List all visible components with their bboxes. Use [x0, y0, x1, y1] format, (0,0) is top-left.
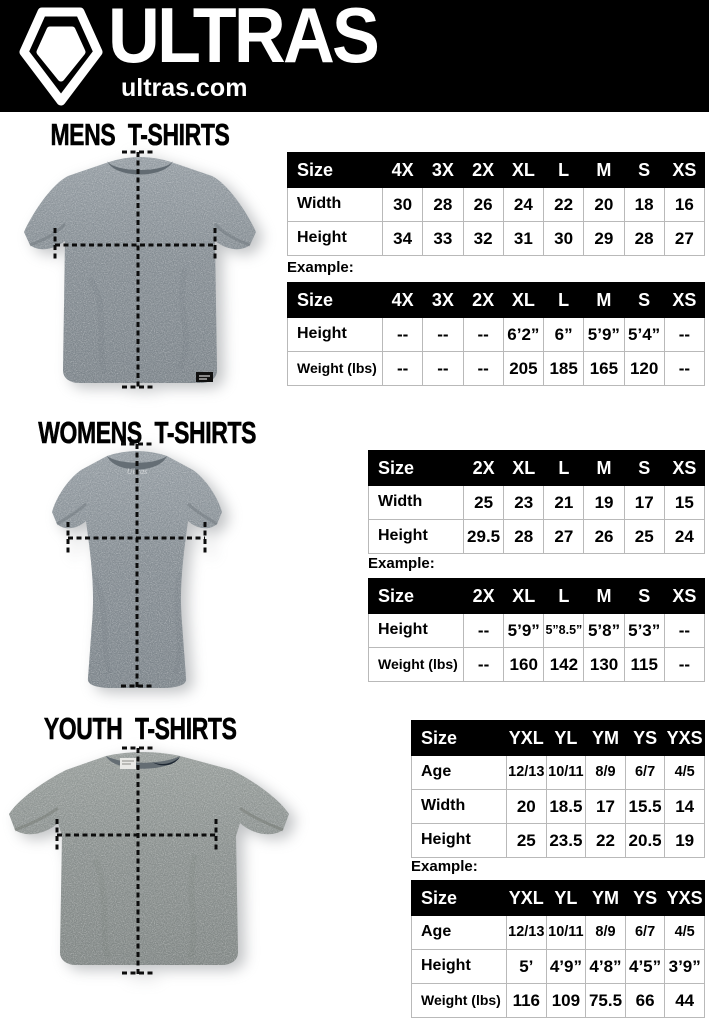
table-row — [412, 950, 705, 984]
size-column-header: XL — [504, 579, 544, 614]
cell-value: 28 — [624, 222, 664, 256]
table-row — [412, 824, 705, 858]
cell-value: 5’ — [507, 950, 547, 984]
cell-value: 17 — [586, 790, 626, 824]
youth-size — [411, 720, 705, 858]
size-column-header: YL — [546, 721, 586, 756]
cell-value: 33 — [423, 222, 463, 256]
ultras-pentagon-logo-icon — [14, 4, 108, 106]
cell-value: 4’9” — [546, 950, 586, 984]
row-label: Height — [369, 520, 464, 554]
cell-value: 205 — [503, 352, 543, 386]
cell-value: 31 — [503, 222, 543, 256]
youth-example-table — [411, 880, 705, 1018]
cell-value: 6/7 — [625, 756, 665, 790]
size-column-header: YL — [546, 881, 586, 916]
size-column-header: YXL — [507, 721, 547, 756]
cell-value: 142 — [544, 648, 584, 682]
cell-value: 5’9” — [504, 614, 544, 648]
cell-value: -- — [423, 352, 463, 386]
mens-example-table — [287, 282, 705, 386]
header-bar — [0, 0, 709, 112]
size-column-header: 2X — [463, 153, 503, 188]
youth-example-label: Example: — [411, 858, 478, 875]
youth-size-table — [411, 720, 705, 858]
womens-example — [368, 578, 705, 682]
row-label: Width — [288, 188, 383, 222]
cell-value: 20.5 — [625, 824, 665, 858]
cell-value: 10/11 — [546, 756, 586, 790]
mens-example — [287, 282, 705, 386]
size-column-header: XS — [664, 579, 704, 614]
cell-value: -- — [664, 648, 704, 682]
mens-size-table — [287, 152, 705, 256]
cell-value: 16 — [664, 188, 704, 222]
cell-value: 115 — [624, 648, 664, 682]
cell-value: 5’3” — [624, 614, 664, 648]
cell-value: -- — [383, 352, 423, 386]
cell-value: 28 — [423, 188, 463, 222]
youth-tee-graphic — [9, 752, 289, 965]
size-column-header: M — [584, 451, 624, 486]
cell-value: 29.5 — [464, 520, 504, 554]
size-column-header: YXL — [507, 881, 547, 916]
size-column-header: YXS — [665, 881, 705, 916]
size-column-header: M — [584, 283, 624, 318]
row-label: Height — [412, 950, 507, 984]
size-header-label: Size — [369, 579, 464, 614]
size-header-label: Size — [412, 721, 507, 756]
cell-value: 22 — [586, 824, 626, 858]
cell-value: 14 — [665, 790, 705, 824]
womens-size-table — [368, 450, 705, 554]
size-column-header: XS — [664, 451, 704, 486]
table-row — [288, 318, 705, 352]
table-row — [288, 222, 705, 256]
cell-value: 109 — [546, 984, 586, 1018]
brand-wordmark: ULTRAS — [108, 0, 378, 79]
cell-value: 29 — [584, 222, 624, 256]
womens-example-table — [368, 578, 705, 682]
header-row — [369, 451, 705, 486]
size-header-label: Size — [369, 451, 464, 486]
size-column-header: 2X — [464, 579, 504, 614]
cell-value: 30 — [383, 188, 423, 222]
cell-value: -- — [664, 318, 704, 352]
table-row — [288, 352, 705, 386]
cell-value: 116 — [507, 984, 547, 1018]
table-row — [412, 916, 705, 950]
size-column-header: 3X — [423, 283, 463, 318]
cell-value: 19 — [584, 486, 624, 520]
cell-value: -- — [423, 318, 463, 352]
row-label: Age — [412, 756, 507, 790]
size-column-header: 2X — [463, 283, 503, 318]
cell-value: 12/13 — [507, 756, 547, 790]
size-column-header: 4X — [383, 283, 423, 318]
mens-tee-graphic — [24, 157, 256, 383]
cell-value: 6” — [544, 318, 584, 352]
cell-value: -- — [664, 614, 704, 648]
cell-value: 20 — [584, 188, 624, 222]
table-row — [369, 486, 705, 520]
cell-value: 32 — [463, 222, 503, 256]
size-column-header: YS — [625, 881, 665, 916]
size-column-header: YXS — [665, 721, 705, 756]
youth-example — [411, 880, 705, 1018]
cell-value: 25 — [507, 824, 547, 858]
cell-value: 27 — [664, 222, 704, 256]
cell-value: -- — [383, 318, 423, 352]
cell-value: 26 — [463, 188, 503, 222]
row-label: Weight (lbs) — [288, 352, 383, 386]
cell-value: 34 — [383, 222, 423, 256]
row-label: Weight (lbs) — [369, 648, 464, 682]
size-header-label: Size — [288, 283, 383, 318]
size-column-header: YS — [625, 721, 665, 756]
cell-value: 66 — [625, 984, 665, 1018]
cell-value: 8/9 — [586, 916, 626, 950]
size-column-header: S — [624, 451, 664, 486]
cell-value: 5”8.5” — [544, 614, 584, 648]
cell-value: 165 — [584, 352, 624, 386]
size-column-header: S — [624, 579, 664, 614]
cell-value: 4/5 — [665, 916, 705, 950]
womens-size — [368, 450, 705, 554]
hem-tag — [196, 372, 213, 382]
cell-value: 27 — [544, 520, 584, 554]
table-row — [412, 790, 705, 824]
cell-value: 26 — [584, 520, 624, 554]
cell-value: -- — [464, 648, 504, 682]
cell-value: 120 — [624, 352, 664, 386]
cell-value: 3’9” — [665, 950, 705, 984]
row-label: Width — [369, 486, 464, 520]
cell-value: 28 — [504, 520, 544, 554]
size-column-header: 3X — [423, 153, 463, 188]
cell-value: 15 — [664, 486, 704, 520]
header-row — [369, 579, 705, 614]
row-label: Height — [412, 824, 507, 858]
size-column-header: XL — [503, 283, 543, 318]
cell-value: 44 — [665, 984, 705, 1018]
size-column-header: L — [544, 283, 584, 318]
size-column-header: M — [584, 153, 624, 188]
mens-section-title: MENS T-SHIRTS — [50, 117, 230, 152]
cell-value: 19 — [665, 824, 705, 858]
row-label: Height — [288, 222, 383, 256]
table-row — [288, 188, 705, 222]
cell-value: 21 — [544, 486, 584, 520]
mens-shirt-image — [0, 148, 280, 410]
size-column-header: XS — [664, 153, 704, 188]
youth-section-title: YOUTH T-SHIRTS — [43, 711, 237, 746]
cell-value: 4’8” — [586, 950, 626, 984]
header-row — [288, 283, 705, 318]
cell-value: 4/5 — [665, 756, 705, 790]
row-label: Height — [288, 318, 383, 352]
cell-value: 130 — [584, 648, 624, 682]
mens-size — [287, 152, 705, 256]
header-row — [412, 721, 705, 756]
cell-value: 18.5 — [546, 790, 586, 824]
size-column-header: L — [544, 579, 584, 614]
row-label: Width — [412, 790, 507, 824]
cell-value: 30 — [544, 222, 584, 256]
size-column-header: L — [544, 451, 584, 486]
cell-value: 25 — [624, 520, 664, 554]
size-column-header: S — [624, 283, 664, 318]
womens-section-title: WOMENS T-SHIRTS — [38, 415, 257, 450]
size-header-label: Size — [412, 881, 507, 916]
cell-value: 5’8” — [584, 614, 624, 648]
cell-value: -- — [463, 352, 503, 386]
cell-value: 25 — [464, 486, 504, 520]
collar-brand-print: Ultras — [126, 467, 148, 476]
cell-value: 24 — [664, 520, 704, 554]
row-label: Height — [369, 614, 464, 648]
size-column-header: YM — [586, 881, 626, 916]
cell-value: -- — [463, 318, 503, 352]
cell-value: 10/11 — [546, 916, 586, 950]
cell-value: -- — [464, 614, 504, 648]
table-row — [369, 614, 705, 648]
cell-value: 160 — [504, 648, 544, 682]
cell-value: 18 — [624, 188, 664, 222]
womens-example-label: Example: — [368, 555, 435, 572]
cell-value: 17 — [624, 486, 664, 520]
size-column-header: L — [544, 153, 584, 188]
cell-value: 5’4” — [624, 318, 664, 352]
cell-value: 15.5 — [625, 790, 665, 824]
cell-value: 20 — [507, 790, 547, 824]
table-row — [369, 520, 705, 554]
cell-value: 22 — [544, 188, 584, 222]
cell-value: 23 — [504, 486, 544, 520]
cell-value: 8/9 — [586, 756, 626, 790]
youth-shirt-image — [0, 740, 300, 980]
size-column-header: S — [624, 153, 664, 188]
cell-value: 75.5 — [586, 984, 626, 1018]
size-column-header: M — [584, 579, 624, 614]
cell-value: 6/7 — [625, 916, 665, 950]
cell-value: 4’5” — [625, 950, 665, 984]
cell-value: 185 — [544, 352, 584, 386]
cell-value: 12/13 — [507, 916, 547, 950]
size-column-header: XS — [664, 283, 704, 318]
size-column-header: XL — [503, 153, 543, 188]
table-row — [369, 648, 705, 682]
row-label: Weight (lbs) — [412, 984, 507, 1018]
header-row — [288, 153, 705, 188]
size-column-header: 2X — [464, 451, 504, 486]
cell-value: 6’2” — [503, 318, 543, 352]
cell-value: -- — [664, 352, 704, 386]
size-column-header: YM — [586, 721, 626, 756]
size-column-header: 4X — [383, 153, 423, 188]
size-header-label: Size — [288, 153, 383, 188]
table-row — [412, 984, 705, 1018]
row-label: Age — [412, 916, 507, 950]
table-row — [412, 756, 705, 790]
header-row — [412, 881, 705, 916]
cell-value: 23.5 — [546, 824, 586, 858]
cell-value: 5’9” — [584, 318, 624, 352]
site-url: ultras.com — [121, 74, 248, 102]
womens-shirt-image — [15, 438, 255, 700]
cell-value: 24 — [503, 188, 543, 222]
size-column-header: XL — [504, 451, 544, 486]
mens-example-label: Example: — [287, 259, 354, 276]
